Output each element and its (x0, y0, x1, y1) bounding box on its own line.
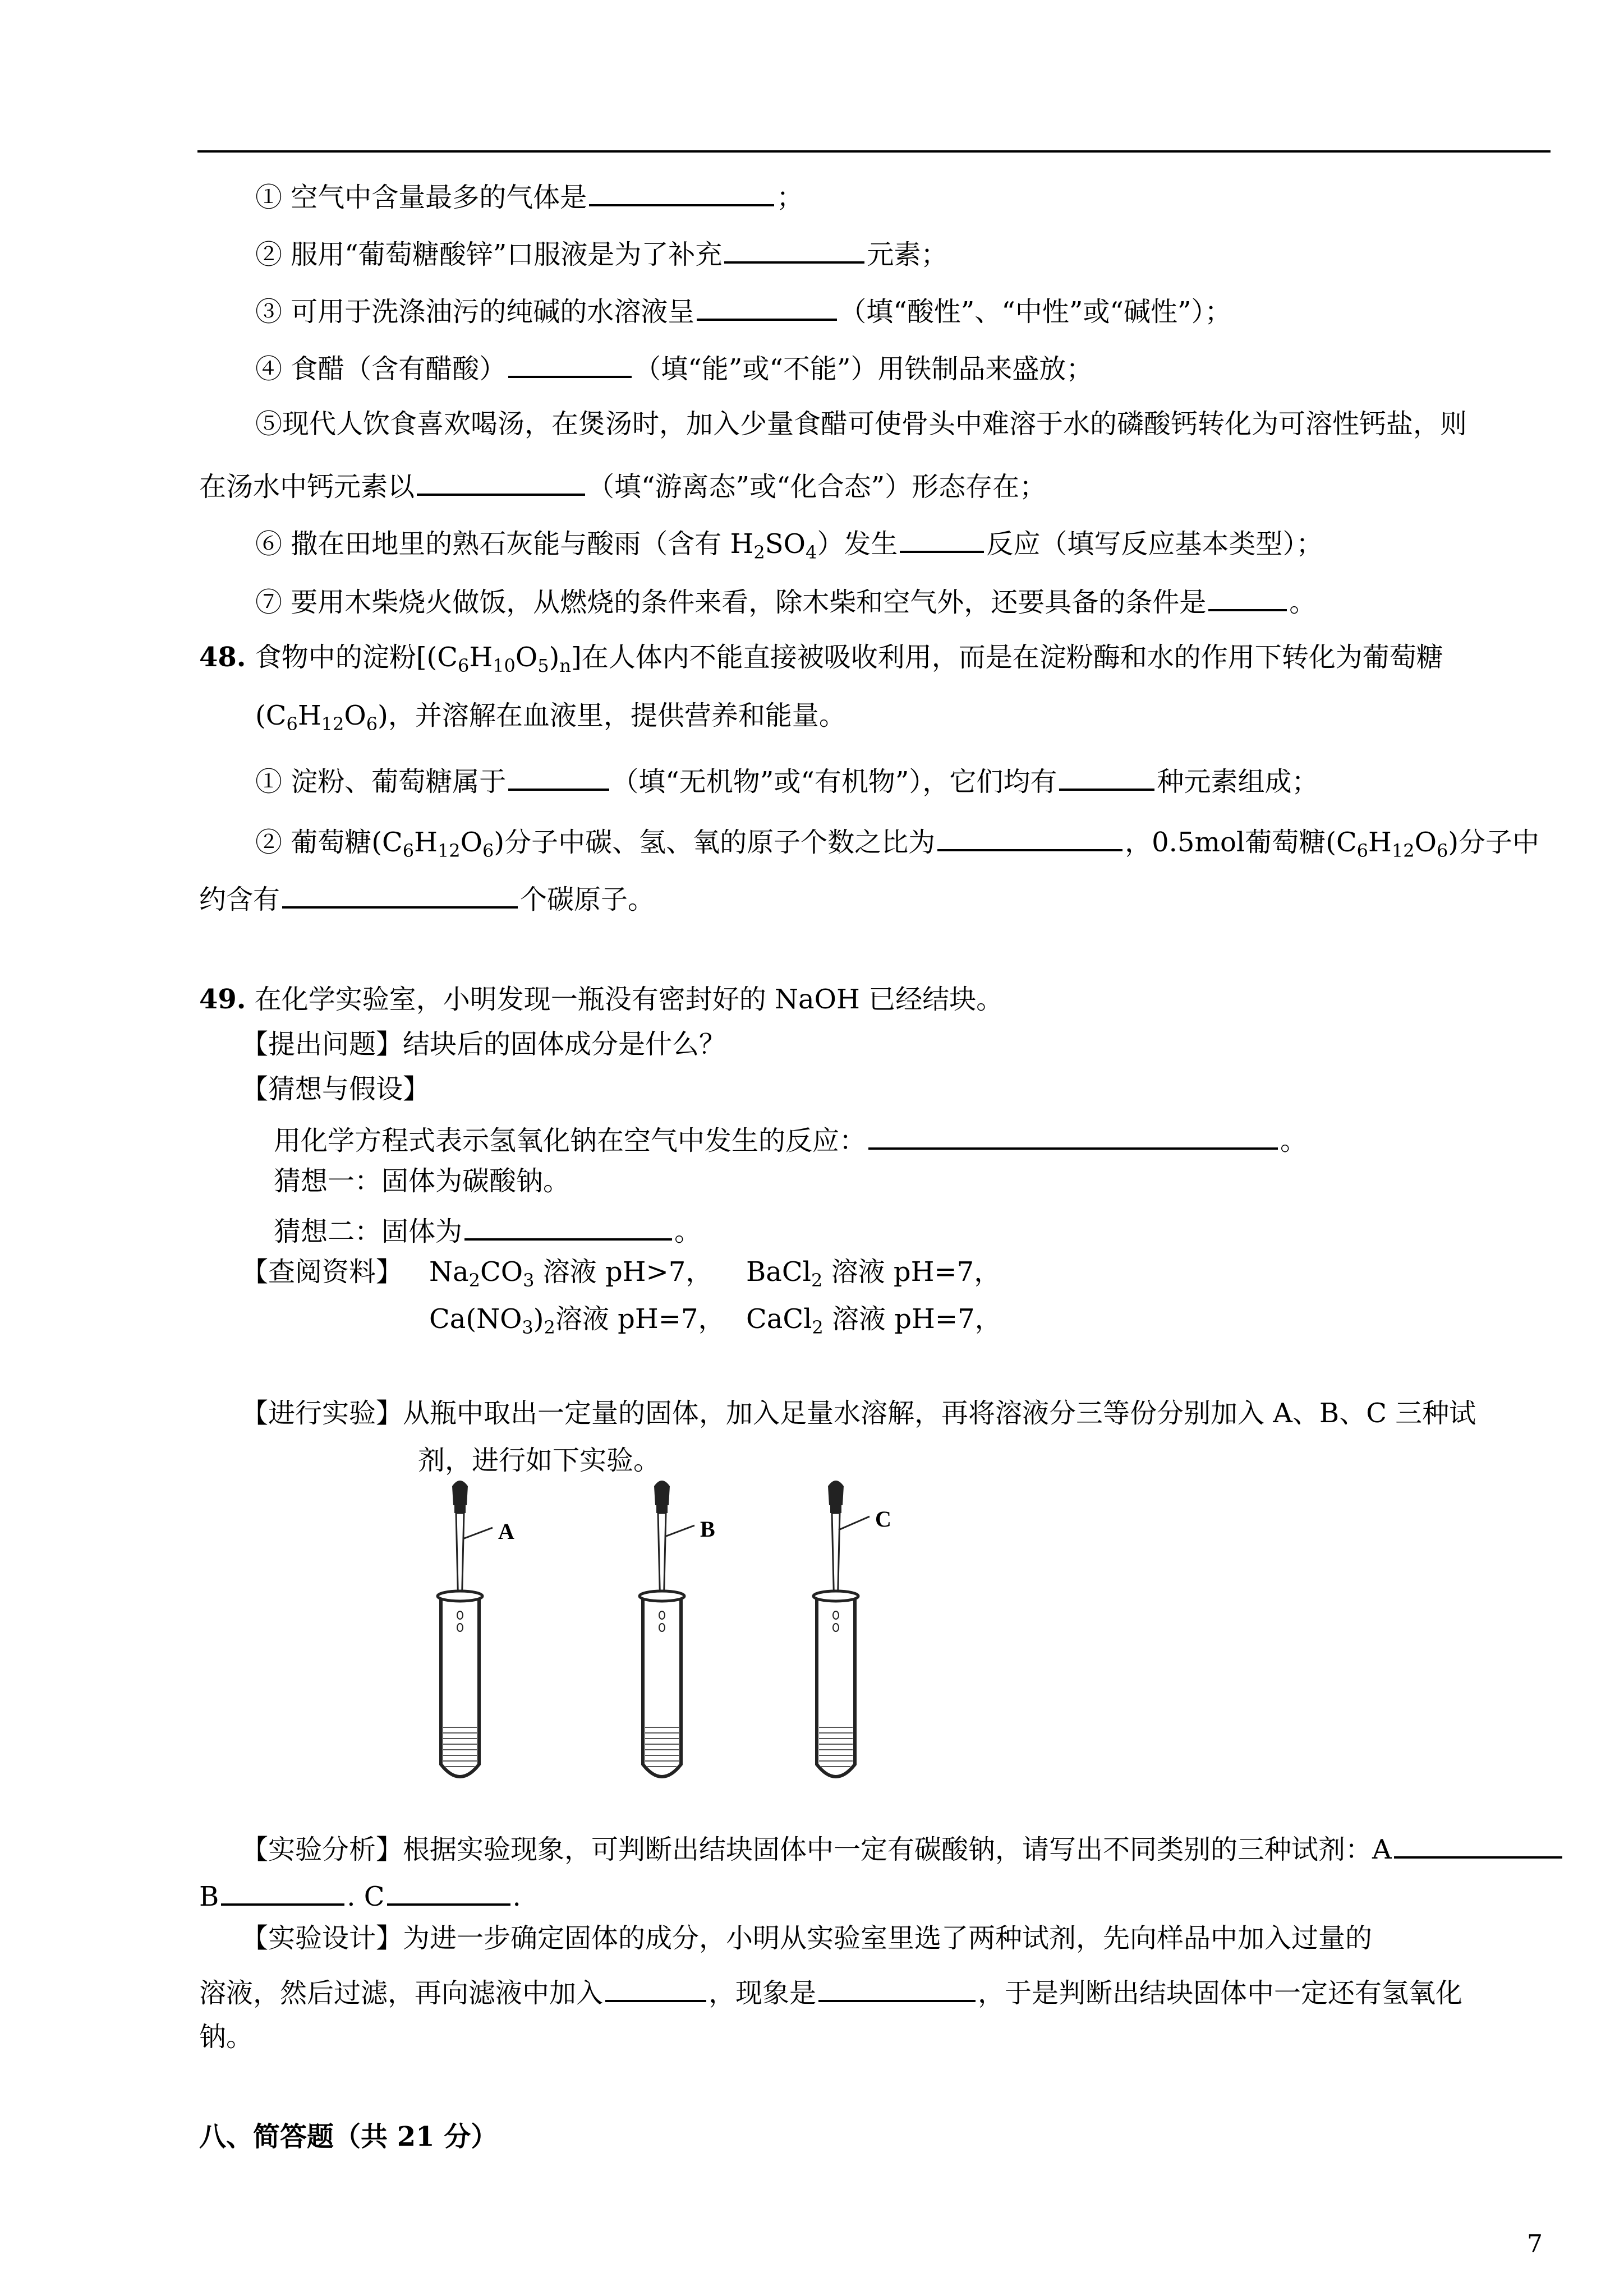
q49-reference-title: 【查阅资料】 (241, 1256, 403, 1288)
answer-blank[interactable] (868, 1122, 1278, 1150)
test-tube-b (640, 1481, 715, 1777)
q47-item-2: ② 服用“葡萄糖酸锌”口服液是为了补充 元素； (255, 236, 947, 268)
test-tube-c (813, 1481, 891, 1777)
answer-blank[interactable] (900, 525, 984, 553)
q47-item-3: ③ 可用于洗涤油污的纯碱的水溶液呈 （填“酸性”、“中性”或“碱性”）； (255, 293, 1232, 325)
answer-blank[interactable] (508, 763, 609, 791)
q47-item-5-line1: ⑤现代人饮食喜欢喝汤，在煲汤时，加入少量食醋可使骨头中难溶于水的磷酸钙转化为可溶性钙盐，则 (255, 408, 1467, 440)
q49-analysis-line2: B . C . (199, 1878, 521, 1910)
answer-blank[interactable] (464, 1212, 672, 1241)
q49-experiment-line1: 【进行实验】从瓶中取出一定量的固体，加入足量水溶解，再将溶液分三等份分别加入 A、B、C 三种试 (241, 1398, 1476, 1429)
q49-guess-1: 猜想一：固体为碳酸钠。 (274, 1165, 571, 1197)
q49-reference-4: CaCl$_2$ 溶液 pH=7， (746, 1303, 1002, 1338)
answer-blank[interactable] (387, 1878, 510, 1906)
test-tubes-figure (393, 1481, 954, 1795)
test-tube-a (438, 1481, 514, 1777)
q48-item-1: ① 淀粉、葡萄糖属于 （填“无机物”或“有机物”），它们均有 种元素组成； (255, 763, 1318, 795)
q47-item-1: ① 空气中含量最多的气体是 ； (255, 178, 803, 211)
q49-equation: 用化学方程式表示氢氧化钠在空气中发生的反应： 。 (274, 1122, 1307, 1154)
q49-design-line3: 钠。 (199, 2021, 254, 2053)
q49-design-line2: 溶液，然后过滤，再向滤液中加入 ，现象是 ，于是判断出结块固体中一定还有氢氧化 (199, 1974, 1462, 2007)
dropper-bulb (654, 1481, 670, 1505)
q47-item-7: ⑦ 要用木柴烧火做饭，从燃烧的条件来看，除木柴和空气外，还要具备的条件是 。 (255, 583, 1316, 616)
q47-item-5-line2: 在汤水中钙元素以 （填“游离态”或“化合态”）形态存在； (199, 468, 1046, 500)
answer-blank[interactable] (1394, 1831, 1562, 1859)
answer-blank[interactable] (697, 293, 837, 321)
answer-blank[interactable] (937, 823, 1122, 851)
q48-item-2-line2: 约含有 个碳原子。 (199, 880, 655, 913)
page-number: 7 (1527, 2230, 1543, 2258)
q47-item-4: ④ 食醋（含有醋酸） （填“能”或“不能”）用铁制品来盛放； (255, 350, 1093, 382)
answer-blank[interactable] (1059, 763, 1154, 791)
dropper-bulb (828, 1481, 844, 1505)
q49-guess-2: 猜想二：固体为 。 (274, 1212, 701, 1245)
q48-stem-line1: 48. 食物中的淀粉$[(C_6H_{10}O_5)_n]$在人体内不能直接被吸收利用，而是在淀粉酶和水的作用下转化为葡萄糖 (199, 642, 1443, 676)
answer-blank[interactable] (818, 1974, 976, 2002)
answer-blank[interactable] (221, 1878, 344, 1906)
q48-stem-line2: $(C_6H_{12}O_6)$，并溶解在血液里，提供营养和能量。 (255, 700, 846, 735)
q49-reference-2: BaCl$_2$ 溶液 pH=7， (746, 1256, 1001, 1291)
q49-reference-3: $Ca(NO_3)_2$溶液 pH=7， (429, 1303, 725, 1338)
q49-reference-1: $Na_2CO_3$ 溶液 pH>7， (429, 1256, 713, 1291)
section-heading: 八、简答题（共 21 分） (199, 2121, 498, 2152)
answer-blank[interactable] (724, 236, 864, 264)
question-number: 49. (199, 984, 246, 1015)
q49-problem: 【提出问题】结块后的固体成分是什么？ (241, 1029, 726, 1060)
answer-blank[interactable] (605, 1974, 706, 2002)
reagent-label-c: C (875, 1506, 891, 1532)
answer-blank[interactable] (589, 178, 774, 206)
dropper-bulb (452, 1481, 468, 1505)
q49-stem: 49. 在化学实验室，小明发现一瓶没有密封好的 NaOH 已经结块。 (199, 984, 1004, 1015)
q48-item-2-line1: ② 葡萄糖$(C_6H_{12}O_6)$分子中碳、氢、氧的原子个数之比为 ，0.5mol葡萄糖$(C_6H_{12}O_6)$分子中 (255, 823, 1539, 856)
q49-design-line1: 【实验设计】为进一步确定固体的成分，小明从实验室里选了两种试剂，先向样品中加入过量的 (241, 1922, 1373, 1954)
answer-blank[interactable] (282, 880, 518, 909)
q47-item-6: ⑥ 撒在田地里的熟石灰能与酸雨（含有 $H_2SO_4$）发生 反应（填写反应基本类型）； (255, 525, 1323, 557)
answer-blank[interactable] (1208, 583, 1287, 611)
q49-analysis-line1: 【实验分析】根据实验现象，可判断出结块固体中一定有碳酸钠，请写出不同类别的三种试剂：A (241, 1831, 1565, 1863)
reagent-label-b: B (700, 1516, 715, 1542)
header-rule (197, 150, 1551, 153)
q49-hypothesis-title: 【猜想与假设】 (241, 1073, 430, 1105)
answer-blank[interactable] (508, 350, 632, 378)
answer-blank[interactable] (417, 468, 585, 496)
q49-experiment-line2: 剂，进行如下实验。 (418, 1445, 661, 1476)
reagent-label-a: A (498, 1519, 514, 1544)
question-number: 48. (199, 642, 246, 673)
